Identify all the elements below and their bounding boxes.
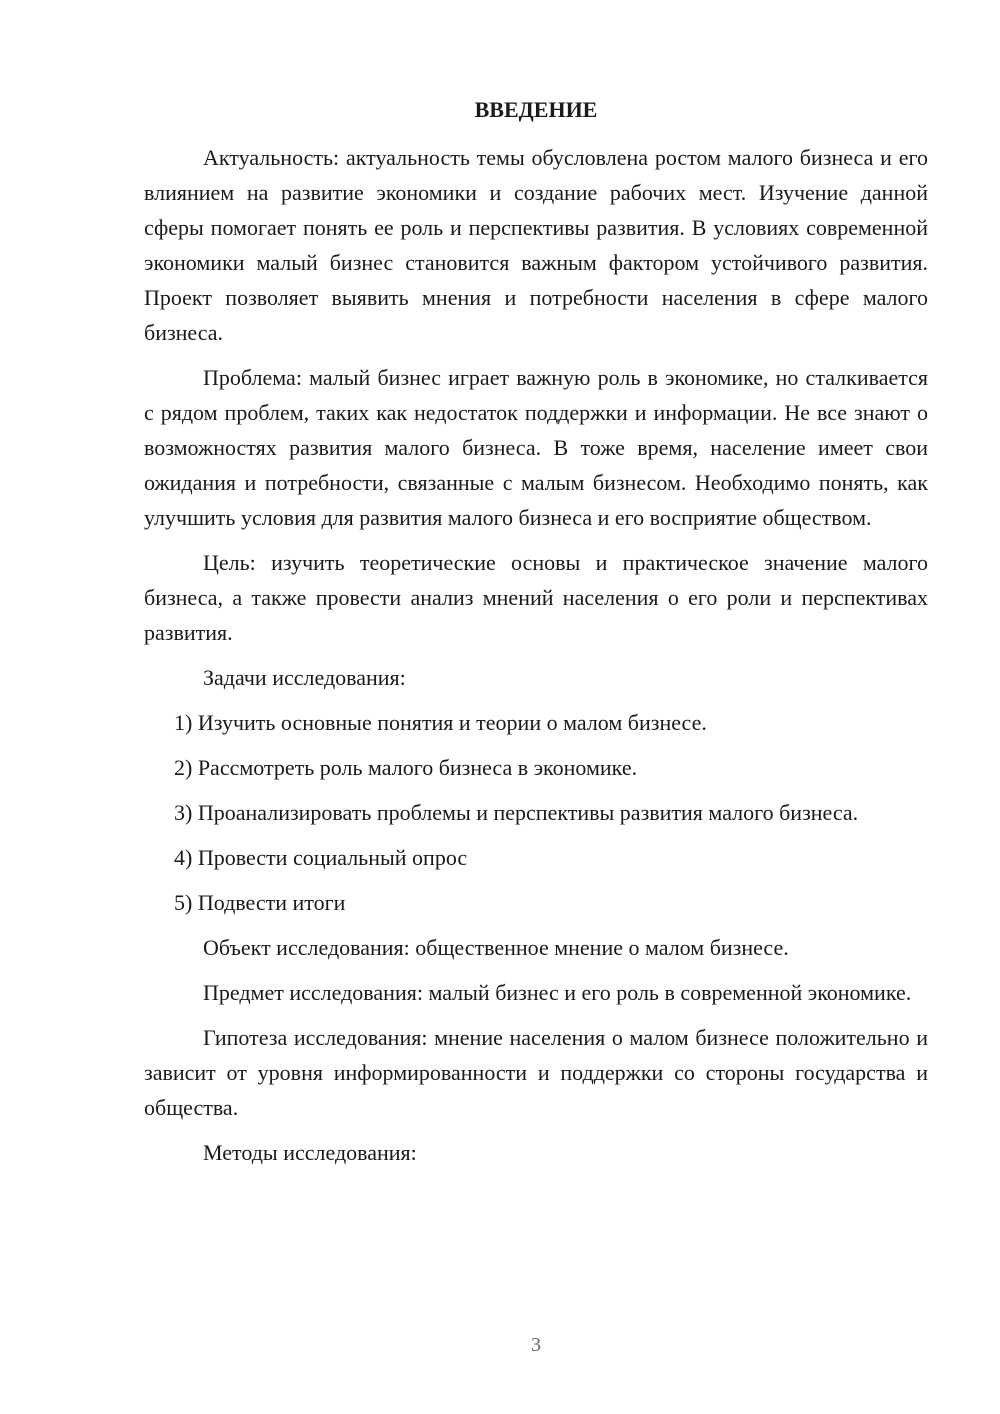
- paragraph-goal: Цель: изучить теоретические основы и практическое значение малого бизнеса, а также провести анализ мнений населения о его роли и перспективах развития.: [144, 550, 928, 645]
- page-number: 3: [531, 1334, 541, 1356]
- paragraph-object: Объект исследования: общественное мнение о малом бизнесе.: [203, 935, 789, 960]
- paragraph-relevance: Актуальность: актуальность темы обусловлена ростом малого бизнеса и его влиянием на развитие экономики и создание рабочих мест. Изучение данной сферы помогает понять ее роль и перспективы развития. В условиях современной экономики малый бизнес становится важным фактором устойчивого развития. Проект позволяет выявить мнения и потребности населения в сфере малого бизнеса.: [144, 145, 928, 345]
- task-item-3: 3) Проанализировать проблемы и перспективы развития малого бизнеса.: [174, 800, 859, 825]
- task-item-2: 2) Рассмотреть роль малого бизнеса в экономике.: [174, 755, 638, 780]
- task-item-1: 1) Изучить основные понятия и теории о малом бизнесе.: [174, 710, 707, 735]
- paragraph-problem: Проблема: малый бизнес играет важную роль в экономике, но сталкивается с рядом проблем, таких как недостаток поддержки и информации. Не все знают о возможностях развития малого бизнеса. В тоже время, население имеет свои ожидания и потребности, связанные с малым бизнесом. Необходимо понять, как улучшить условия для развития малого бизнеса и его восприятие обществом.: [144, 365, 928, 530]
- task-item-5: 5) Подвести итоги: [174, 890, 346, 915]
- paragraph-tasks-heading: Задачи исследования:: [203, 665, 406, 690]
- paragraph-subject: Предмет исследования: малый бизнес и его роль в современной экономике.: [203, 980, 912, 1005]
- paragraph-hypothesis: Гипотеза исследования: мнение населения о малом бизнесе положительно и зависит от уровня информированности и поддержки со стороны государства и общества.: [144, 1025, 928, 1120]
- paragraph-methods: Методы исследования:: [203, 1140, 417, 1165]
- section-title: ВВЕДЕНИЕ: [474, 97, 598, 122]
- document-page: [144, 92, 928, 1180]
- task-item-4: 4) Провести социальный опрос: [174, 845, 468, 870]
